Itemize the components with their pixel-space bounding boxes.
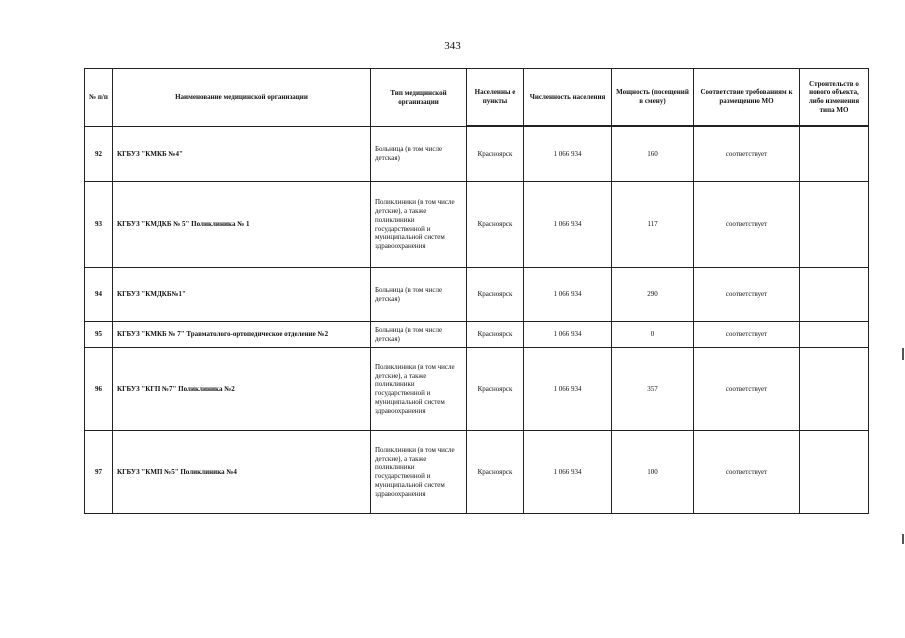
row-settlement: Красноярск: [467, 348, 524, 431]
row-capacity: 160: [612, 127, 694, 182]
row-num: 92: [85, 127, 113, 182]
row-settlement: Красноярск: [467, 431, 524, 514]
row-compliance: соответствует: [694, 127, 800, 182]
row-compliance: соответствует: [694, 268, 800, 322]
header-type: Тип медицинской организации: [371, 69, 467, 127]
row-compliance: соответствует: [694, 322, 800, 348]
row-construction: [800, 431, 869, 514]
row-population: 1 066 934: [524, 127, 612, 182]
row-num: 94: [85, 268, 113, 322]
table-body: [85, 127, 869, 514]
row-type: Поликлиники (в том числе детские), а также поликлиники государственной и муниципальной систем здравоохранения: [371, 182, 467, 268]
row-compliance: соответствует: [694, 182, 800, 268]
row-capacity: 290: [612, 268, 694, 322]
row-capacity: 117: [612, 182, 694, 268]
header-construction: Строительств о нового объекта, либо изменения типа МО: [800, 69, 869, 126]
row-population: 1 066 934: [524, 348, 612, 431]
row-construction: [800, 127, 869, 182]
row-construction: [800, 322, 869, 348]
row-type: Больница (в том числе детская): [371, 127, 467, 182]
table-row: [85, 348, 869, 431]
row-name: КГБУЗ "КМКБ №4": [113, 127, 371, 182]
row-settlement: Красноярск: [467, 268, 524, 322]
medical-organizations-table: [84, 68, 869, 514]
row-type: Больница (в том числе детская): [371, 322, 467, 348]
row-settlement: Красноярск: [467, 322, 524, 348]
row-settlement: Красноярск: [467, 127, 524, 182]
row-name: КГБУЗ "КМП №5" Поликлиника №4: [113, 431, 371, 514]
header-settlements: Населенны е пункты: [467, 69, 524, 126]
row-construction: [800, 182, 869, 268]
row-type: Больница (в том числе детская): [371, 268, 467, 322]
scan-edge-mark: [902, 348, 904, 360]
row-num: 96: [85, 348, 113, 431]
header-capacity: Мощность (посещений в смену): [612, 69, 694, 126]
row-name: КГБУЗ "КГП №7" Поликлиника №2: [113, 348, 371, 431]
header-name: Наименование медицинской организации: [113, 69, 371, 127]
row-capacity: 100: [612, 431, 694, 514]
row-population: 1 066 934: [524, 268, 612, 322]
row-settlement: Красноярск: [467, 182, 524, 268]
row-type: Поликлиники (в том числе детские), а также поликлиники государственной и муниципальной систем здравоохранения: [371, 348, 467, 431]
table-row: [85, 127, 869, 182]
row-name: КГБУЗ "КМДКБ № 5" Поликлиника № 1: [113, 182, 371, 268]
row-compliance: соответствует: [694, 431, 800, 514]
table-header-row: [85, 69, 869, 126]
row-num: 93: [85, 182, 113, 268]
row-num: 97: [85, 431, 113, 514]
page-number: 343: [444, 40, 461, 52]
header-population: Численность населения: [524, 69, 612, 126]
row-capacity: 0: [612, 322, 694, 348]
scan-edge-mark: [902, 534, 904, 544]
row-compliance: соответствует: [694, 348, 800, 431]
row-population: 1 066 934: [524, 431, 612, 514]
row-capacity: 357: [612, 348, 694, 431]
row-name: КГБУЗ "КМКБ № 7" Травматолого-ортопедическое отделение №2: [113, 322, 371, 348]
row-construction: [800, 268, 869, 322]
table-row: [85, 182, 869, 268]
row-population: 1 066 934: [524, 322, 612, 348]
row-type: Поликлиники (в том числе детские), а также поликлиники государственной и муниципальной систем здравоохранения: [371, 431, 467, 514]
row-name: КГБУЗ "КМДКБ№1": [113, 268, 371, 322]
table-row: [85, 268, 869, 322]
row-population: 1 066 934: [524, 182, 612, 268]
table-row: [85, 322, 869, 348]
row-num: 95: [85, 322, 113, 348]
row-construction: [800, 348, 869, 431]
table-row: [85, 431, 869, 514]
header-compliance: Соответствие требованиям к размещению МО: [694, 69, 800, 126]
header-num: № п/п: [85, 69, 113, 127]
